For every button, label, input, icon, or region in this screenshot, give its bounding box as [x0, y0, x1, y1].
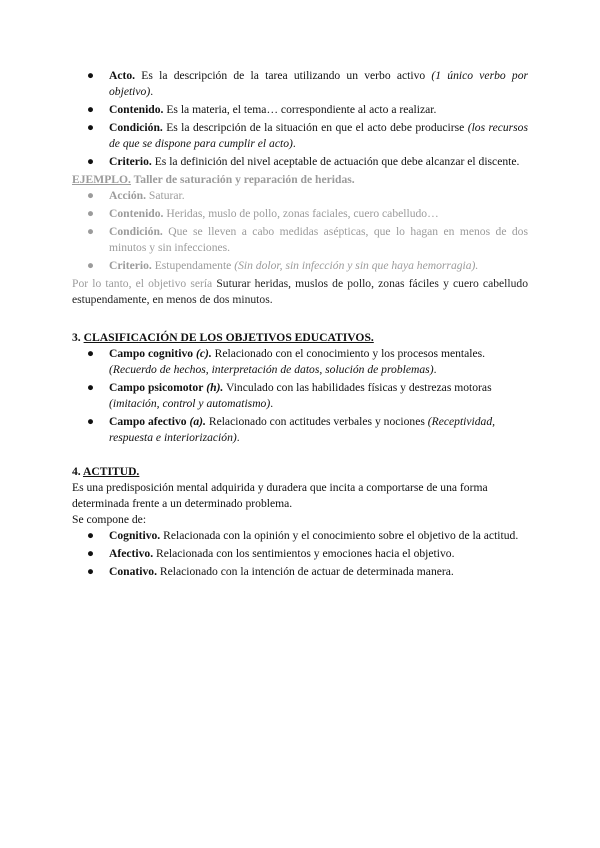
bullet-icon: ● [87, 225, 95, 238]
definition-text: Vinculado con las habilidades físicas y destrezas motoras [223, 381, 492, 394]
list-item-campo-afectivo [72, 414, 528, 446]
example-item-condicion [72, 224, 528, 256]
definition-note: (los recursos de que se dispone para cumplir el acto) [109, 121, 528, 150]
example-item-accion [72, 188, 528, 204]
bullet-icon: ● [87, 207, 95, 220]
section-3-list [72, 346, 528, 446]
definition-text: Es la descripción de la situación en que el acto debe producirse [162, 121, 468, 134]
list-item-condicion [72, 120, 528, 152]
section-title: CLASIFICACIÓN DE LOS OBJETIVOS EDUCATIVOS. [83, 331, 374, 344]
bullet-icon: ● [87, 347, 95, 360]
term: Campo cognitivo [109, 347, 194, 360]
punctuation: . [270, 397, 274, 410]
bullet-icon: ● [87, 103, 95, 116]
bullet-icon: ● [87, 121, 95, 134]
definition-note: (Sin dolor, sin infección y sin que haya hemorragia). [234, 259, 479, 272]
definition-note: (imitación, control y automatismo) [109, 397, 271, 410]
definition-note: (1 único verbo por objetivo) [109, 69, 528, 98]
definition-text: Relacionado con el conocimiento y los procesos mentales. [211, 347, 486, 360]
section-4-compose: Se compone de: [72, 513, 147, 526]
example-list [72, 188, 528, 274]
list-item-criterio [72, 154, 528, 170]
definition-text: Saturar. [146, 189, 185, 202]
term: Cognitivo. [109, 529, 161, 542]
section-number: 4. [72, 465, 83, 478]
section-4-heading [72, 464, 528, 480]
bullet-icon: ● [87, 69, 95, 82]
term: Criterio. [109, 259, 152, 272]
bullet-icon: ● [87, 189, 95, 202]
term: Afectivo. [109, 547, 154, 560]
list-item-campo-cognitivo [72, 346, 528, 378]
domain-code: (h). [203, 381, 224, 394]
term: Criterio. [109, 155, 152, 168]
list-item-campo-psicomotor [72, 380, 528, 412]
punctuation: . [236, 431, 240, 444]
bullet-icon: ● [87, 259, 95, 272]
example-heading [72, 172, 528, 188]
definition-list [72, 68, 528, 170]
term: Acción. [109, 189, 147, 202]
conclusion-objective: Suturar heridas, muslos de pollo, zonas fáciles y cuero cabelludo estupendamente, en menos de dos minutos. [72, 277, 529, 306]
definition-note: (Recuerdo de hechos, interpretación de datos, solución de problemas) [109, 363, 434, 376]
bullet-icon: ● [87, 415, 95, 428]
term: Contenido. [109, 207, 164, 220]
section-number: 3. [72, 331, 84, 344]
example-item-criterio [72, 258, 528, 274]
section-4-intro: Es una predisposición mental adquirida y duradera que incita a comportarse de una forma determinada frente a un determinado problema. [72, 481, 488, 510]
term: Contenido. [109, 103, 164, 116]
term: Conativo. [109, 565, 157, 578]
bullet-icon: ● [87, 529, 95, 542]
example-block [72, 172, 528, 308]
section-3-heading [72, 330, 528, 346]
term: Campo psicomotor [109, 381, 204, 394]
definition-text: Es la materia, el tema… correspondiente al acto a realizar. [163, 103, 437, 116]
term: Campo afectivo [109, 415, 187, 428]
conclusion-lead: Por lo tanto, el objetivo sería [72, 277, 217, 290]
definition-text: Es la descripción de la tarea utilizando un verbo activo [135, 69, 432, 82]
term: Condición. [109, 225, 163, 238]
example-label: EJEMPLO. [72, 173, 131, 186]
document-content [72, 68, 528, 582]
list-item-afectivo [72, 546, 528, 562]
punctuation: . [150, 85, 154, 98]
domain-code: (c). [193, 347, 212, 360]
definition-text: Que se lleven a cabo medidas asépticas, que lo hagan en menos de dos minutos y sin infecciones. [109, 225, 528, 254]
list-item-acto [72, 68, 528, 100]
list-item-cognitivo [72, 528, 528, 544]
definition-text: Relacionada con la opinión y el conocimiento sobre el objetivo de la actitud. [160, 529, 519, 542]
bullet-icon: ● [87, 547, 95, 560]
definition-text: Heridas, muslo de pollo, zonas faciales, cuero cabelludo… [163, 207, 439, 220]
definition-text: Relacionado con la intención de actuar de determinada manera. [157, 565, 454, 578]
definition-text: Es la definición del nivel aceptable de actuación que debe alcanzar el discente. [151, 155, 520, 168]
section-4-list [72, 528, 528, 580]
bullet-icon: ● [87, 381, 95, 394]
list-item-contenido [72, 102, 528, 118]
definition-text: Relacionado con actitudes verbales y nociones [205, 415, 428, 428]
definition-text: Estupendamente [151, 259, 235, 272]
example-title: Taller de saturación y reparación de heridas. [130, 173, 355, 186]
section-title: ACTITUD. [82, 465, 140, 478]
bullet-icon: ● [87, 155, 95, 168]
term: Condición. [109, 121, 163, 134]
term: Acto. [109, 69, 136, 82]
punctuation: . [433, 363, 437, 376]
domain-code: (a). [186, 415, 206, 428]
example-conclusion [72, 276, 528, 308]
list-item-conativo [72, 564, 528, 580]
punctuation: . [292, 137, 296, 150]
example-item-contenido [72, 206, 528, 222]
bullet-icon: ● [87, 565, 95, 578]
definition-note: (Receptividad, respuesta e interiorización) [109, 415, 496, 444]
definition-text: Relacionada con los sentimientos y emociones hacia el objetivo. [153, 547, 455, 560]
